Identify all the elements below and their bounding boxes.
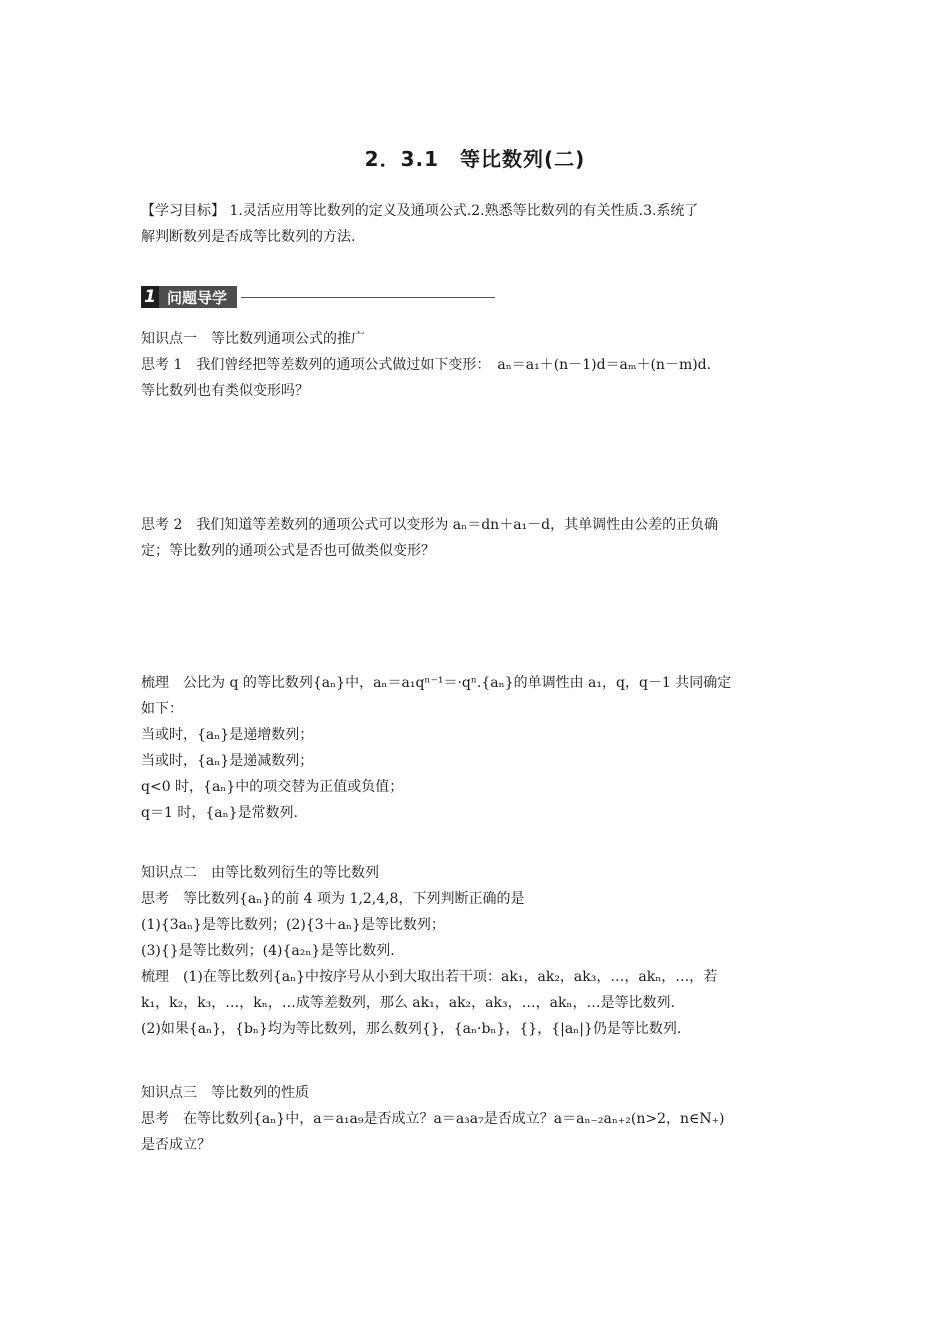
sort-1 [141, 670, 813, 826]
section-label: 问题导学 [167, 288, 228, 307]
sort-text: 当或时，{aₙ}是递减数列； [141, 753, 314, 769]
think-text: 思考 1 我们曾经把等差数列的通项公式做过如下变形： aₙ＝a₁＋(n－1)d＝aₘ＋(n－m)d. [141, 357, 712, 373]
sort-text: 梳理 (1)在等比数列{aₙ}中按序号从小到大取出若干项：ak₁，ak₂，ak₃，…，akₙ，…，若 [141, 969, 718, 985]
think-text: (1){3aₙ}是等比数列；(2){3＋aₙ}是等比数列； [141, 917, 445, 933]
objectives-line: 解判断数列是否成等比数列的方法. [141, 229, 356, 245]
section-badge [141, 286, 237, 308]
knowledge-heading: 知识点三 等比数列的性质 [141, 1085, 309, 1101]
learning-objectives [141, 198, 813, 250]
sort-text: q<0 时，{aₙ}中的项交替为正值或负值； [141, 779, 404, 795]
sort-text: 当或时，{aₙ}是递增数列； [141, 727, 314, 743]
think-text: 是否成立？ [141, 1137, 211, 1153]
section-divider [241, 297, 495, 298]
objectives-line: 【学习目标】 1.灵活应用等比数列的定义及通项公式.2.熟悉等比数列的有关性质.3.系统了 [141, 203, 699, 219]
think-text: (3){}是等比数列；(4){a₂ₙ}是等比数列. [141, 943, 395, 959]
sort-text: k₁，k₂，k₃，…，kₙ，…成等差数列，那么 ak₁，ak₂，ak₃，…，akₙ，…是等比数列. [141, 995, 675, 1011]
think-text: 等比数列也有类似变形吗？ [141, 383, 309, 399]
sort-text: 梳理 公比为 q 的等比数列{aₙ}中，aₙ＝a₁qⁿ⁻¹＝·qⁿ.{aₙ}的单调性由 a₁，q，q－1 共同确定 [141, 675, 732, 691]
sort-text: 如下： [141, 701, 183, 717]
think-2 [141, 512, 813, 564]
knowledge-heading: 知识点二 由等比数列衍生的等比数列 [141, 865, 379, 881]
knowledge-point-3 [141, 1080, 813, 1158]
knowledge-point-2 [141, 860, 813, 1042]
sort-text: (2)如果{aₙ}，{bₙ}均为等比数列，那么数列{}，{aₙ·bₙ}，{}，{|aₙ|}仍是等比数列. [141, 1021, 682, 1037]
section-header [141, 284, 495, 310]
sort-text: q＝1 时，{aₙ}是常数列. [141, 805, 298, 821]
think-text: 思考 等比数列{aₙ}的前 4 项为 1,2,4,8，下列判断正确的是 [141, 891, 525, 907]
section-number: 1 [141, 286, 159, 308]
think-text: 思考 在等比数列{aₙ}中，a＝a₁a₉是否成立？a＝a₃a₇是否成立？a＝aₙ₋₂aₙ₊₂(n>2，n∈N₊) [141, 1111, 725, 1127]
knowledge-heading: 知识点一 等比数列通项公式的推广 [141, 331, 365, 347]
think-text: 思考 2 我们知道等差数列的通项公式可以变形为 aₙ＝dn＋a₁－d，其单调性由公差的正负确 [141, 517, 719, 533]
knowledge-point-1 [141, 326, 813, 404]
think-text: 定；等比数列的通项公式是否也可做类似变形？ [141, 543, 435, 559]
page-title: 2．3.1 等比数列(二) [364, 147, 586, 171]
